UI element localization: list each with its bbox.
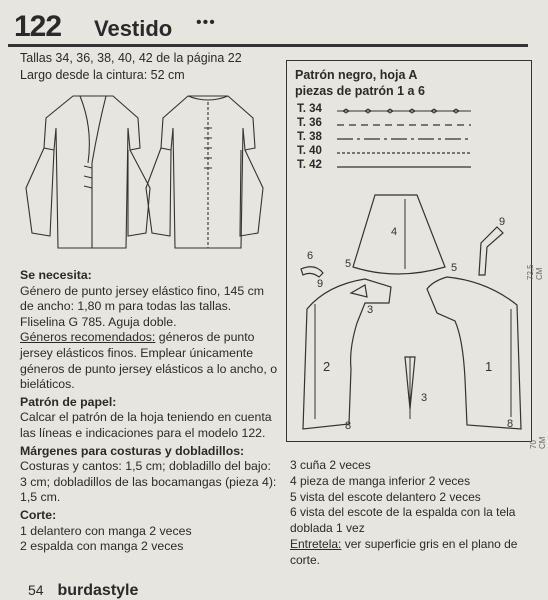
cut-item: 4 pieza de manga inferior 2 veces bbox=[290, 473, 471, 488]
legend-size-42 bbox=[295, 159, 525, 173]
legend-size-40 bbox=[295, 145, 525, 159]
side-measure-lower: 70 CM bbox=[529, 436, 547, 449]
piece-4-sleeve bbox=[353, 195, 445, 274]
side-measure-upper: 72,5 CM bbox=[526, 264, 544, 280]
header-rule bbox=[8, 44, 528, 47]
margins-body: Costuras y cantos: 1,5 cm; dobladillo del bajo: 3 cm; dobladillos de las bocamangas (pieza 4): 1,5 cm. bbox=[20, 459, 277, 505]
cut-list-right bbox=[290, 458, 535, 569]
label-9-right: 9 bbox=[499, 216, 506, 228]
label-6: 6 bbox=[307, 250, 314, 262]
piece-3-wedge-a bbox=[351, 285, 367, 297]
line-style-dots bbox=[337, 108, 477, 114]
pattern-pieces-diagram bbox=[287, 189, 531, 441]
piece-6-back-facing bbox=[301, 267, 323, 277]
piece-2-back bbox=[427, 277, 521, 429]
label-9-left: 9 bbox=[317, 278, 324, 290]
line-style-longdash bbox=[337, 136, 477, 142]
size-label: T. 42 bbox=[297, 159, 322, 171]
instructions-column bbox=[20, 266, 278, 555]
entretela-body: ver superficie gris en el plano de corte. bbox=[290, 536, 518, 567]
label-8-left: 8 bbox=[345, 420, 352, 432]
pattern-heading: Patrón de papel: bbox=[20, 394, 117, 409]
label-8-right: 8 bbox=[507, 418, 514, 430]
entretela-label: Entretela: bbox=[290, 536, 342, 551]
page-footer bbox=[28, 582, 138, 600]
size-label: T. 36 bbox=[297, 117, 322, 129]
legend-size-38 bbox=[295, 131, 525, 145]
cut-item: 1 delantero con manga 2 veces bbox=[20, 523, 192, 538]
size-label: T. 40 bbox=[297, 145, 322, 157]
piece-1-front bbox=[303, 279, 391, 429]
line-style-dash bbox=[337, 122, 477, 128]
model-meta bbox=[20, 50, 242, 84]
cut-item: 5 vista del escote delantero 2 veces bbox=[290, 489, 481, 504]
dress-technical-sketch bbox=[18, 88, 273, 263]
page-header bbox=[8, 10, 528, 42]
label-3-a: 3 bbox=[367, 304, 374, 316]
cut-item: 6 vista del escote de la espalda con la tela doblada 1 vez bbox=[290, 505, 516, 536]
label-5-right: 5 bbox=[451, 262, 458, 274]
label-2: 2 bbox=[323, 359, 331, 374]
length-text: Largo desde la cintura: 52 cm bbox=[20, 68, 185, 82]
recommended-label: Géneros recomendados: bbox=[20, 330, 156, 345]
label-4: 4 bbox=[391, 226, 398, 238]
brand-logo: burdastyle bbox=[57, 582, 139, 599]
materials-heading: Se necesita: bbox=[20, 268, 92, 282]
cut-item: 3 cuña 2 veces bbox=[290, 458, 371, 472]
model-number: 122 bbox=[14, 10, 62, 43]
page-number: 54 bbox=[28, 582, 44, 598]
panel-title bbox=[295, 67, 425, 99]
cut-heading: Corte: bbox=[20, 507, 57, 522]
margins-heading: Márgenes para costuras y dobladillos: bbox=[20, 443, 245, 458]
cut-item: 2 espalda con manga 2 veces bbox=[20, 539, 184, 554]
pattern-panel bbox=[286, 60, 532, 442]
label-5-left: 5 bbox=[345, 258, 352, 270]
legend-size-36 bbox=[295, 117, 525, 131]
line-style-solid bbox=[337, 164, 477, 170]
legend-size-34 bbox=[295, 103, 525, 117]
label-1: 1 bbox=[485, 359, 493, 374]
recommended-paragraph bbox=[20, 330, 278, 392]
line-style-shortdash bbox=[337, 150, 477, 156]
size-label: T. 38 bbox=[297, 131, 322, 143]
materials-body: Género de punto jersey elástico fino, 145 cm de ancho: 1,80 m para todas las tallas. Fliselina G 785. Aguja doble. bbox=[20, 283, 265, 329]
pattern-body: Calcar el patrón de la hoja teniendo en cuenta las líneas e indicaciones para el modelo 122. bbox=[20, 410, 272, 440]
size-label: T. 34 bbox=[297, 103, 322, 115]
sizes-text: Tallas 34, 36, 38, 40, 42 de la página 22 bbox=[20, 51, 242, 65]
panel-title-line1: Patrón negro, hoja A bbox=[295, 68, 418, 82]
label-3-b: 3 bbox=[421, 392, 428, 404]
entretela-paragraph bbox=[290, 537, 535, 569]
panel-title-line2: piezas de patrón 1 a 6 bbox=[295, 84, 425, 98]
recommended-body: géneros de punto jersey elásticos finos. Emplear únicamente géneros de punto jersey elásticos a lo ancho, o bieláticos. bbox=[20, 330, 278, 392]
cut-list-left bbox=[20, 524, 278, 555]
size-legend bbox=[295, 103, 525, 173]
difficulty-dots: ••• bbox=[196, 14, 216, 31]
model-title: Vestido bbox=[94, 16, 173, 41]
piece-9-hook bbox=[479, 227, 503, 275]
